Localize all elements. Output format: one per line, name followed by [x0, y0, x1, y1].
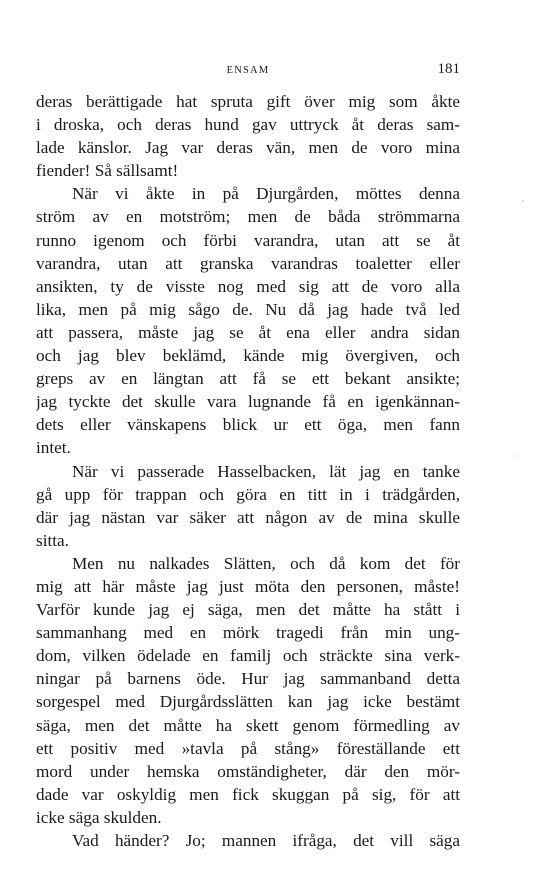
- page-number: 181: [437, 61, 460, 77]
- text-line: greps av en längtan att få se ett bekant ansikte;: [36, 369, 460, 389]
- text-line: icke säga skulden.: [36, 807, 162, 827]
- text-line: säga, men det måtte ha skett genom förmedling av: [36, 715, 460, 735]
- text-line: När vi passerade Hasselbacken, lät jag en tanke: [72, 461, 460, 481]
- text-line: Varför kunde jag ej säga, men det måtte ha stått i: [36, 600, 460, 620]
- text-line: jag tyckte det skulle vara lugnande få en igenkännan-: [36, 392, 460, 412]
- text-line: att passera, måste jag se åt ena eller andra sidan: [36, 322, 460, 342]
- text-line: i droska, och deras hund gav uttryck åt deras sam-: [36, 115, 460, 135]
- text-line: mord under hemska omständigheter, där den mör-: [36, 761, 460, 781]
- text-line: ningar på barnens öde. Hur jag sammanband detta: [36, 669, 460, 689]
- text-line: sammanhang med en mörk tragedi från min ung-: [36, 623, 460, 643]
- text-line: där jag nästan var säker att någon av de mina skulle: [36, 507, 460, 527]
- text-line: intet.: [36, 438, 71, 458]
- text-line: lika, men på mig sågo de. Nu då jag hade två led: [36, 299, 460, 319]
- text-line: sitta.: [36, 530, 69, 550]
- text-line: varandra, utan att granska varandras toaletter eller: [36, 253, 460, 273]
- text-line: dade var oskyldig men fick skuggan på sig, för att: [36, 784, 460, 804]
- text-line: ett positiv med »tavla på stång» föreställande ett: [36, 738, 460, 758]
- text-line: Men nu nalkades Slätten, och då kom det för: [72, 553, 460, 573]
- text-line: runno igenom och förbi varandra, utan att se åt: [36, 230, 460, 250]
- text-line: Vad händer? Jo; mannen ifråga, det vill säga: [72, 831, 460, 850]
- text-line: deras berättigade hat spruta gift över mig som åkte: [36, 92, 460, 111]
- text-line: dom, vilken ödelade en familj och sträckte sina verk-: [36, 646, 460, 666]
- text-line: sorgespel med Djurgårdsslätten kan jag icke bestämt: [36, 692, 460, 712]
- text-line: ansikten, ty de visste nog med sig att de voro alla: [36, 276, 460, 296]
- paper-speck: [518, 455, 519, 457]
- paper-speck: [522, 200, 523, 202]
- text-line: fiender! Så sällsamt!: [36, 161, 179, 181]
- running-head: [36, 60, 460, 82]
- text-line: gå upp för trappan och göra en titt in i trädgården,: [36, 484, 460, 504]
- text-line: ström av en motström; men de båda strömmarna: [36, 207, 460, 227]
- text-line: mig att här måste jag just möta den personen, måste!: [36, 576, 460, 596]
- text-line: lade känslor. Jag var deras vän, men de voro mina: [36, 138, 460, 158]
- text-line: När vi åkte in på Djurgården, möttes denna: [72, 184, 460, 204]
- text-line: och jag blev beklämd, kände mig övergiven, och: [36, 346, 460, 366]
- body-text: [36, 90, 460, 852]
- text-line: dets eller vänskapens blick ur ett öga, men fann: [36, 415, 460, 435]
- running-head-title: ENSAM: [226, 65, 270, 76]
